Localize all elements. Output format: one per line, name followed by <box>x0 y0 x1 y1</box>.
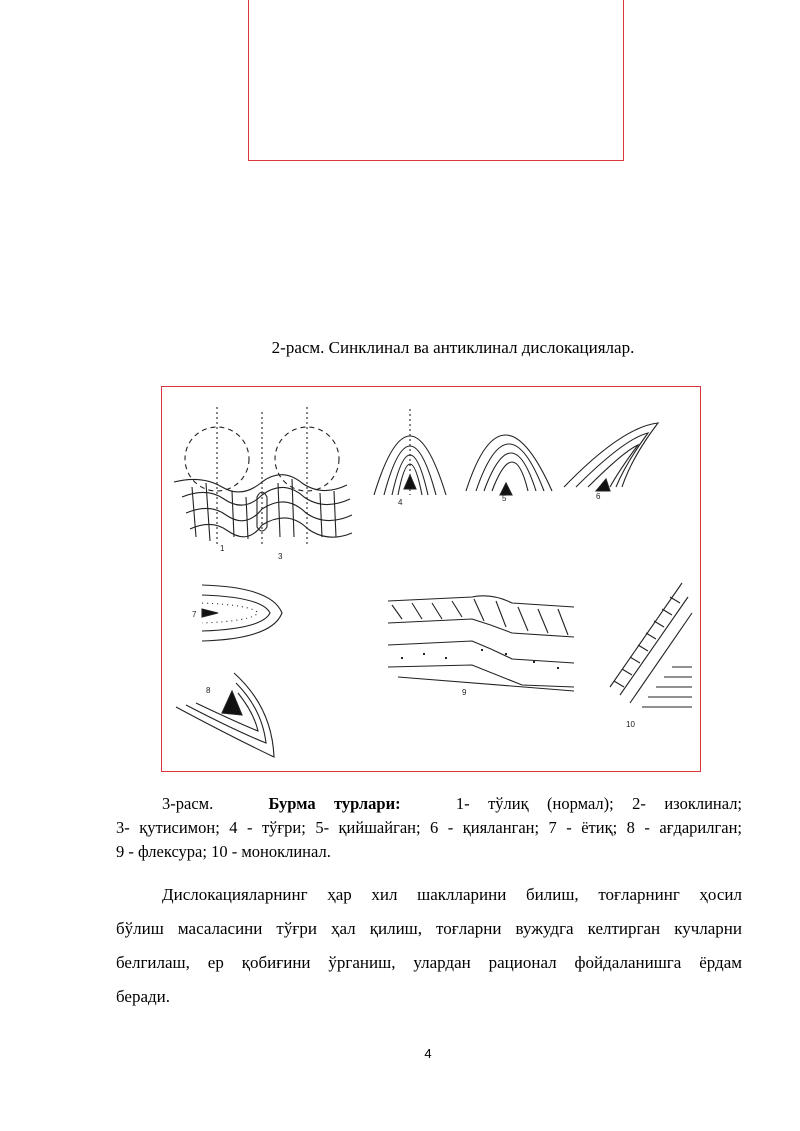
label-3: 3 <box>278 552 283 561</box>
paragraph-line-2: бўлиш масаласини тўғри ҳал қилиш, тоғларни вужудга келтирган кучларни <box>116 919 742 938</box>
label-10: 10 <box>626 720 635 729</box>
caption-prefix: 3-расм. <box>162 794 214 813</box>
figure-3-caption <box>116 792 742 864</box>
label-5: 5 <box>502 494 507 503</box>
inclined-fold-sketch <box>466 435 552 495</box>
monocline-sketch <box>610 583 692 707</box>
overturned-fold-sketch <box>176 673 274 757</box>
label-7: 7 <box>192 610 197 619</box>
caption-line-3: 9 - флексура; 10 - моноклинал. <box>116 842 331 861</box>
box-fold-sketch <box>174 407 352 547</box>
label-4: 4 <box>398 498 403 507</box>
recumbent-fold-sketch <box>202 585 282 641</box>
paragraph-line-4: беради. <box>116 987 171 1006</box>
caption-line-1 <box>116 792 742 816</box>
fold-types-illustration <box>162 387 700 771</box>
paragraph-line-3: белгилаш, ер қобиғини ўрганиш, улардан рационал фойдаланишга ёрдам <box>116 953 742 972</box>
page-number: 4 <box>424 1046 432 1061</box>
label-1: 1 <box>220 544 225 553</box>
figure-2-frame <box>248 0 624 161</box>
paragraph-line-1 <box>116 878 742 912</box>
label-8: 8 <box>206 686 211 695</box>
label-9: 9 <box>462 688 467 697</box>
figure-3-frame <box>161 386 701 772</box>
upright-fold-sketch <box>374 409 446 495</box>
body-paragraph <box>116 878 742 1014</box>
label-6: 6 <box>596 492 601 501</box>
paragraph-line-1-text: Дислокацияларнинг ҳар хил шаклларини билиш, тоғларнинг ҳосил <box>162 885 742 904</box>
caption-line-2: 3- қутисимон; 4 - тўғри; 5- қийшайган; 6 - қияланган; 7 - ётиқ; 8 - ағдарилган; <box>116 818 742 837</box>
caption-line-1-rest: 1- тўлиқ (нормал); 2- изоклинал; <box>455 794 743 813</box>
oblique-fold-sketch <box>564 423 658 491</box>
figure-2-caption: 2-расм. Синклинал ва антиклинал дислокациялар. <box>271 338 635 357</box>
caption-title: Бурма турлари: <box>268 794 401 813</box>
flexure-sketch <box>388 596 574 691</box>
